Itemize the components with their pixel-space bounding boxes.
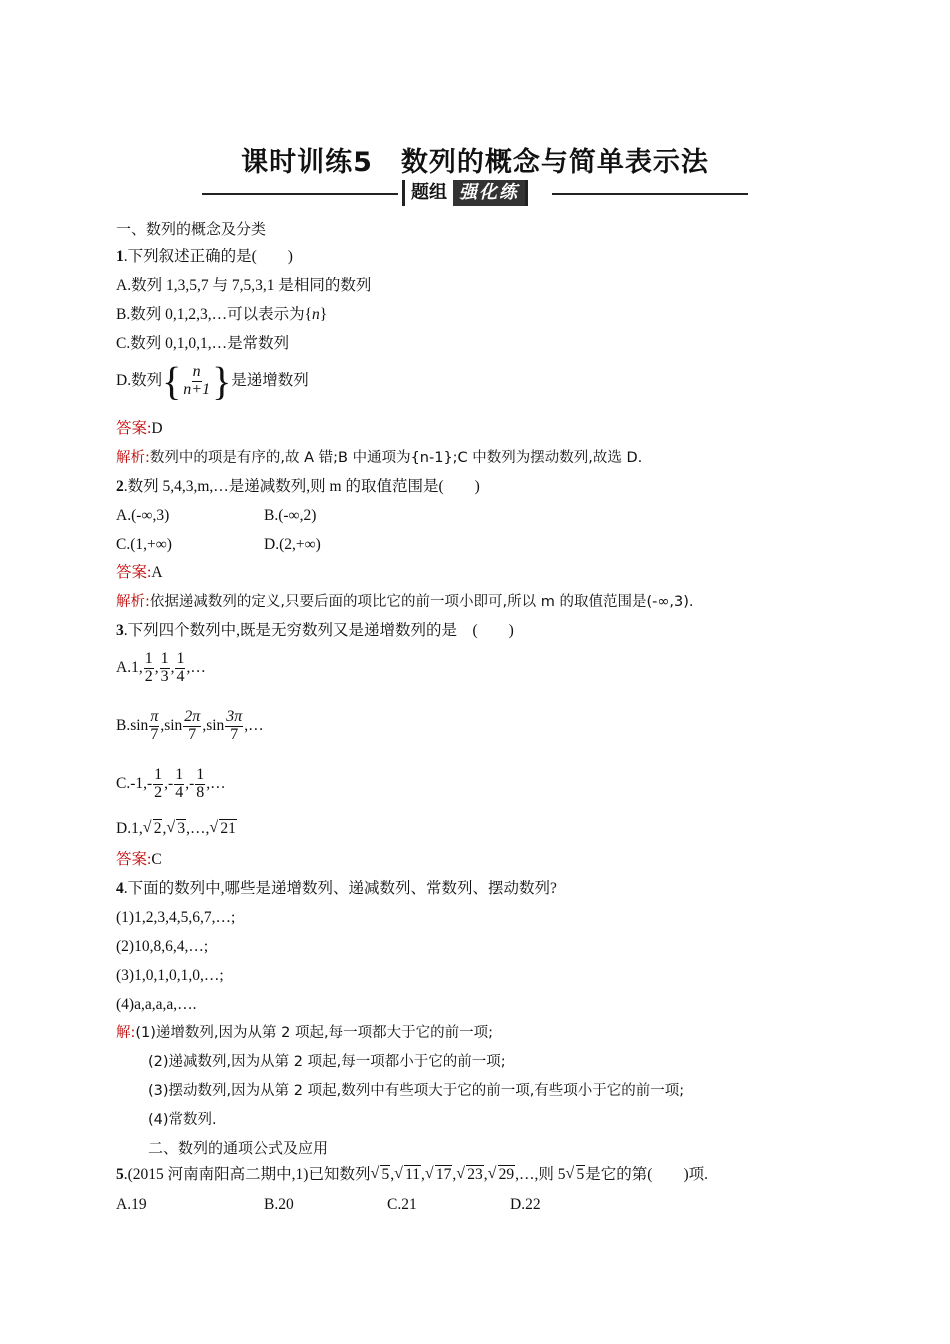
q4-solution-4: (4)常数列. (148, 1112, 217, 1128)
sqrt: √ 5 (566, 1164, 586, 1186)
section-heading-2: 二、数列的通项公式及应用 (148, 1139, 329, 1157)
sqrt: √ 17 (425, 1164, 453, 1186)
q5-option-d: D.22 (510, 1196, 541, 1213)
sqrt: √ 23 (456, 1164, 484, 1186)
sqrt: √ 11 (394, 1164, 421, 1186)
q3-option-c: C.-1,- $\frac{1}{2}$ ,- $\frac{1}{4}$ ,- $\frac{1}{8}$ ,… (116, 766, 226, 801)
sqrt: √ 29 (488, 1164, 516, 1186)
q2-answer: 答案:A (116, 564, 163, 581)
q4-item: (2)10,8,6,4,…; (116, 938, 209, 955)
q2-explanation: 解析:依据递减数列的定义,只要后面的项比它的前一项小即可,所以 m 的取值范围是(-∞,3). (116, 594, 694, 610)
sqrt: √ 5 (370, 1164, 390, 1186)
q4-solution-1: 解:(1)递增数列,因为从第 2 项起,每一项都大于它的前一项; (116, 1025, 493, 1041)
q4-stem: 4.下面的数列中,哪些是递增数列、递减数列、常数列、摆动数列? (116, 880, 557, 897)
q4-item: (1)1,2,3,4,5,6,7,…; (116, 909, 236, 926)
q1-stem: 1.下列叙述正确的是( ) (116, 248, 293, 265)
q2-option-d: D.(2,+∞) (264, 536, 321, 553)
q4-item: (4)a,a,a,a,…. (116, 996, 197, 1013)
q3-stem: 3.下列四个数列中,既是无穷数列又是递增数列的是 ( ) (116, 622, 514, 639)
fraction: $\frac{1}{3}$ (160, 650, 169, 685)
q5-option-b: B.20 (264, 1196, 294, 1213)
q3-option-b: B.sin $\frac{\pi}{7}$ ,sin $\frac{2\pi}{7}$ ,sin $\frac{3\pi}{7}$ ,… (116, 708, 264, 743)
banner-tab (402, 180, 548, 206)
q4-solution-3: (3)摆动数列,因为从第 2 项起,数列中有些项大于它的前一项,有些项小于它的前一项; (148, 1083, 685, 1099)
q3-option-a: A.1, $\frac{1}{2}$ , $\frac{1}{3}$ , $\frac{1}{4}$ ,… (116, 650, 206, 685)
q4-solution-2: (2)递减数列,因为从第 2 项起,每一项都小于它的前一项; (148, 1054, 506, 1070)
banner-label-left: 题组 (402, 180, 453, 206)
q1-option-d: D.数列{ $\frac{n}{n+1}$ }是递增数列 (116, 358, 309, 404)
q3-answer: 答案:C (116, 851, 162, 868)
fraction: $\frac{3\pi}{7}$ (226, 708, 243, 743)
fraction: $\frac{1}{8}$ (196, 766, 205, 801)
fraction: $\frac{n}{n+1}$ (183, 363, 211, 398)
q5-stem: 5.(2015 河南南阳高二期中,1)已知数列√ 5,√ 11,√ 17,√ 23,√ 29,…,则 5√ 5是它的第( )项. (116, 1164, 708, 1186)
section-banner (202, 180, 748, 208)
banner-rule-left (202, 193, 398, 195)
sqrt: √ 3 (166, 818, 186, 840)
fraction: $\frac{1}{2}$ (154, 766, 163, 801)
page-title: 课时训练5 数列的概念与简单表示法 (241, 147, 709, 178)
q1-option-a: A.数列 1,3,5,7 与 7,5,3,1 是相同的数列 (116, 277, 372, 294)
fraction: $\frac{1}{2}$ (144, 650, 153, 685)
q2-stem: 2.数列 5,4,3,m,…是递减数列,则 m 的取值范围是( ) (116, 478, 480, 495)
q1-answer: 答案:D (116, 420, 163, 437)
banner-rule-right (552, 193, 748, 195)
fraction: $\frac{1}{4}$ (176, 650, 185, 685)
banner-label-right: 强化练 (453, 180, 528, 206)
q3-option-d: D.1,√ 2,√ 3,…,√ 21 (116, 818, 237, 840)
q4-item: (3)1,0,1,0,1,0,…; (116, 967, 224, 984)
q1-explanation: 解析:数列中的项是有序的,故 A 错;B 中通项为{n-1};C 中数列为摆动数列,故选 D. (116, 450, 643, 466)
q5-option-a: A.19 (116, 1196, 147, 1213)
q2-option-c: C.(1,+∞) (116, 536, 172, 553)
q2-option-b: B.(-∞,2) (264, 507, 317, 524)
q1-option-b: B.数列 0,1,2,3,…可以表示为{n} (116, 306, 328, 323)
sqrt: √ 21 (209, 818, 237, 840)
q5-option-c: C.21 (387, 1196, 417, 1213)
section-heading-1: 一、数列的概念及分类 (116, 220, 267, 238)
q2-option-a: A.(-∞,3) (116, 507, 170, 524)
fraction: $\frac{1}{4}$ (175, 766, 184, 801)
fraction: $\frac{\pi}{7}$ (150, 708, 159, 743)
q1-option-c: C.数列 0,1,0,1,…是常数列 (116, 335, 290, 352)
sqrt: √ 2 (143, 818, 163, 840)
fraction: $\frac{2\pi}{7}$ (184, 708, 201, 743)
